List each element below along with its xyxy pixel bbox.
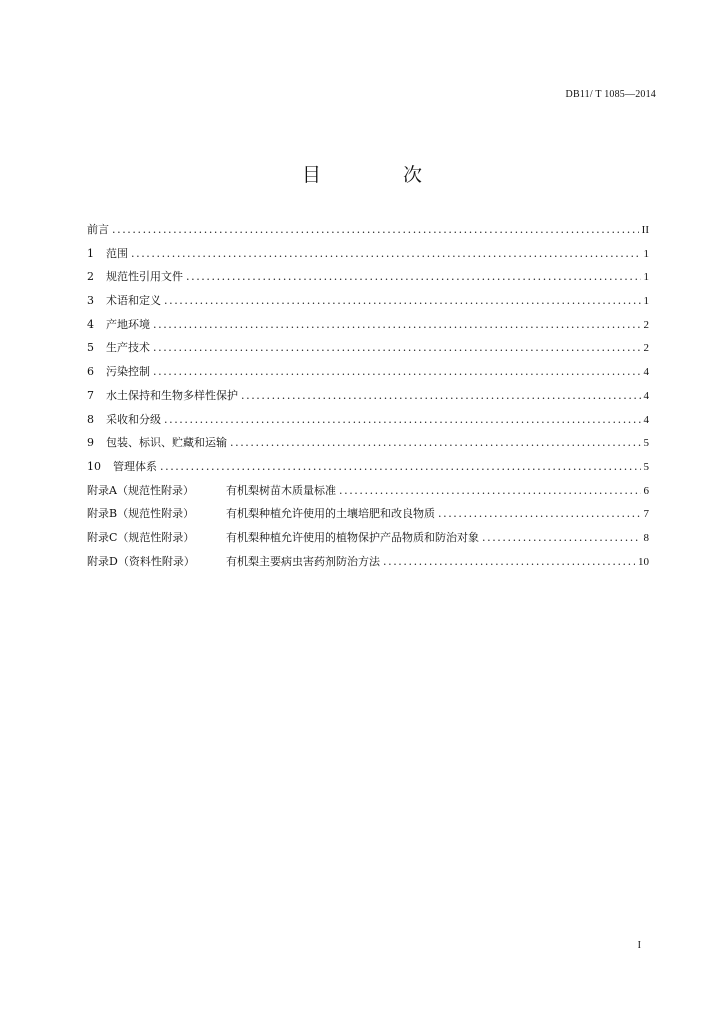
toc-dot-leader [186, 265, 641, 289]
toc-dot-leader [438, 502, 641, 526]
toc-dot-leader [383, 550, 635, 574]
toc-dot-leader [164, 408, 641, 432]
document-code: DB11/ T 1085—2014 [565, 89, 656, 100]
toc-entry-number: 9 [87, 436, 94, 450]
toc-entry-3[interactable] [87, 289, 649, 313]
toc-entry-page: 2 [643, 342, 649, 355]
toc-entry-appendix-a[interactable] [87, 479, 649, 503]
toc-entry-page: II [641, 224, 649, 236]
toc-entry-number: 1 [87, 246, 94, 260]
toc-entry-label: 污染控制 [106, 365, 150, 379]
toc-entry-page: 1 [643, 247, 649, 260]
toc-entry-foreword[interactable] [87, 218, 649, 242]
toc-entry-number: 3 [87, 294, 94, 308]
toc-entry-9[interactable] [87, 431, 649, 455]
toc-entry-page: 5 [643, 437, 649, 450]
toc-entry-number: 6 [87, 365, 94, 379]
toc-entry-label: 前言 [87, 223, 109, 236]
toc-entry-page: 1 [643, 271, 649, 284]
toc-entry-number: 4 [87, 317, 94, 331]
toc-dot-leader [131, 242, 641, 266]
toc-entry-label: 包装、标识、贮藏和运输 [106, 436, 227, 450]
toc-entry-label: 规范性引用文件 [106, 270, 183, 284]
toc-entry-page: 1 [643, 295, 649, 308]
toc-entry-page: 6 [643, 484, 649, 497]
toc-entry-7[interactable] [87, 384, 649, 408]
toc-entry-appendix-prefix: 附录C（规范性附录） [87, 530, 195, 544]
toc-entry-label: 采收和分级 [106, 412, 161, 426]
page-number: I [637, 940, 641, 951]
toc-entry-number: 10 [87, 459, 101, 473]
toc-entry-page: 4 [643, 389, 649, 402]
toc-entry-label: 有机梨树苗木质量标准 [226, 483, 336, 497]
toc-entry-1[interactable] [87, 242, 649, 266]
toc-entry-page: 8 [643, 531, 649, 544]
toc-entry-label: 术语和定义 [106, 294, 161, 308]
toc-entry-label: 有机梨主要病虫害药剂防治方法 [226, 554, 380, 568]
toc-entry-label: 范围 [106, 246, 128, 260]
toc-entry-appendix-prefix: 附录B（规范性附录） [87, 507, 195, 521]
toc-dot-leader [160, 455, 641, 479]
toc-entry-appendix-b[interactable] [87, 502, 649, 526]
toc-entry-appendix-prefix: 附录D（资料性附录） [87, 554, 195, 568]
toc-dot-leader [164, 289, 641, 313]
toc-entry-number: 2 [87, 270, 94, 284]
toc-entry-10[interactable] [87, 455, 649, 479]
toc-entry-page: 7 [643, 508, 649, 521]
toc-entry-label: 产地环境 [106, 317, 150, 331]
toc-entry-number: 5 [87, 341, 94, 355]
table-of-contents [87, 218, 649, 573]
toc-dot-leader [230, 431, 641, 455]
toc-entry-5[interactable] [87, 336, 649, 360]
toc-entry-label: 管理体系 [113, 459, 157, 473]
toc-entry-label: 有机梨种植允许使用的土壤培肥和改良物质 [226, 507, 435, 521]
toc-entry-page: 4 [643, 366, 649, 379]
toc-entry-label: 有机梨种植允许使用的植物保护产品物质和防治对象 [226, 530, 479, 544]
toc-entry-number: 7 [87, 388, 94, 402]
toc-entry-8[interactable] [87, 408, 649, 432]
toc-dot-leader [112, 218, 639, 242]
toc-entry-page: 2 [643, 318, 649, 331]
toc-dot-leader [339, 479, 641, 503]
toc-entry-label: 水土保持和生物多样性保护 [106, 388, 238, 402]
toc-entry-appendix-c[interactable] [87, 526, 649, 550]
toc-entry-page: 5 [643, 460, 649, 473]
toc-dot-leader [153, 360, 641, 384]
toc-entry-2[interactable] [87, 265, 649, 289]
toc-entry-label: 生产技术 [106, 341, 150, 355]
toc-entry-appendix-d[interactable] [87, 550, 649, 574]
toc-entry-6[interactable] [87, 360, 649, 384]
toc-dot-leader [241, 384, 641, 408]
toc-dot-leader [153, 336, 641, 360]
toc-dot-leader [153, 313, 641, 337]
toc-entry-page: 10 [638, 555, 649, 568]
toc-dot-leader [482, 526, 641, 550]
page-title: 目 次 [301, 164, 461, 186]
toc-entry-number: 8 [87, 412, 94, 426]
toc-entry-page: 4 [643, 413, 649, 426]
toc-entry-appendix-prefix: 附录A（规范性附录） [87, 483, 194, 497]
toc-entry-4[interactable] [87, 313, 649, 337]
